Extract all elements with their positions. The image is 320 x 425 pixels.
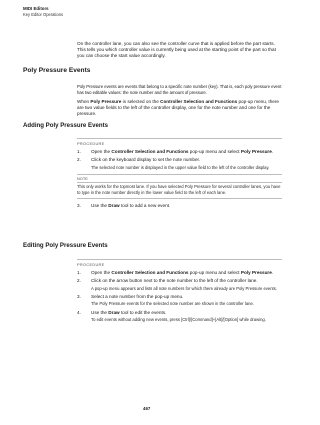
adding-procedure (77, 138, 282, 209)
chapter-title: MIDI Editors (23, 6, 49, 11)
step-result: The selected note number is displayed in the upper value field to the left of the controller display. (91, 164, 270, 170)
note-divider (77, 198, 282, 199)
step-number: 1. (77, 148, 81, 154)
step-number: 2. (77, 157, 81, 163)
procedure-label: PROCEDURE (77, 138, 282, 146)
note-text: This only works for the topmost lane. If you have selected Poly Pressure for several controller lanes, you have to type in the note number directly in the lower value field to the left of each lane. (77, 184, 281, 196)
heading-adding-poly-pressure: Adding Poly Pressure Events (23, 122, 109, 129)
heading-poly-pressure-events: Poly Pressure Events (23, 67, 91, 74)
note-box (77, 174, 282, 198)
step-text: Select a note number from the pop-up menu. (91, 293, 184, 299)
step-number: 1. (77, 269, 81, 275)
editing-step-4 (77, 310, 282, 323)
adding-step-2 (77, 157, 282, 170)
adding-step-3 (77, 203, 282, 209)
editing-step-2 (77, 278, 282, 291)
poly-pressure-para-1: Poly Pressure events are events that belong to a specific note number (key). That is, each poly pressure event has two editable values: the note number and the amount of pressure. (77, 84, 282, 96)
poly-pressure-description (77, 84, 282, 117)
step-number: 3. (77, 202, 81, 208)
editing-step-1 (77, 270, 282, 276)
editing-procedure (77, 259, 282, 323)
section-subtitle: Key Editor Operations (23, 11, 64, 17)
step-text: Open the Controller Selection and Functions pop-up menu and select Poly Pressure. (91, 148, 274, 154)
step-text: Open the Controller Selection and Functions pop-up menu and select Poly Pressure. (91, 269, 274, 275)
intro-block (77, 41, 282, 59)
step-text: Use the Draw tool to add a new event. (91, 202, 171, 208)
step-text: Click on the keyboard display to set the note number. (91, 157, 201, 163)
note-label: NOTE (77, 174, 282, 183)
step-result: A pop-up menu appears and lists all note numbers for which there already are Poly Pressure events. (91, 285, 277, 291)
step-number: 3. (77, 293, 81, 299)
intro-paragraph: On the controller lane, you can also see the controller curve that is applied before the part starts. This tells you which controller value is currently being used at the starting point of the part so that you can choose the start value accordingly. (77, 41, 276, 59)
page-header (23, 6, 63, 17)
heading-editing-poly-pressure: Editing Poly Pressure Events (23, 242, 108, 249)
step-text: Click on the arrow button next to the note number to the left of the controller lane. (91, 278, 258, 284)
step-result: The Poly Pressure events for the selected note number are shown in the controller lane. (91, 301, 254, 307)
poly-pressure-para-2: When Poly Pressure is selected on the Controller Selection and Functions pop-up menu, there are two value fields to the left of the controller display, one for the note number and one for the pressure. (77, 98, 279, 116)
page-number: 467 (143, 406, 151, 411)
adding-step-1 (77, 149, 282, 155)
procedure-label: PROCEDURE (77, 259, 282, 267)
step-text: Use the Draw tool to edit the events. (91, 309, 167, 315)
step-number: 2. (77, 278, 81, 284)
step-result: To edit events without adding new events, press [Ctrl]/[Command]+[Alt]/[Option] while drawing. (91, 317, 266, 323)
editing-step-3 (77, 294, 282, 307)
step-number: 4. (77, 309, 81, 315)
